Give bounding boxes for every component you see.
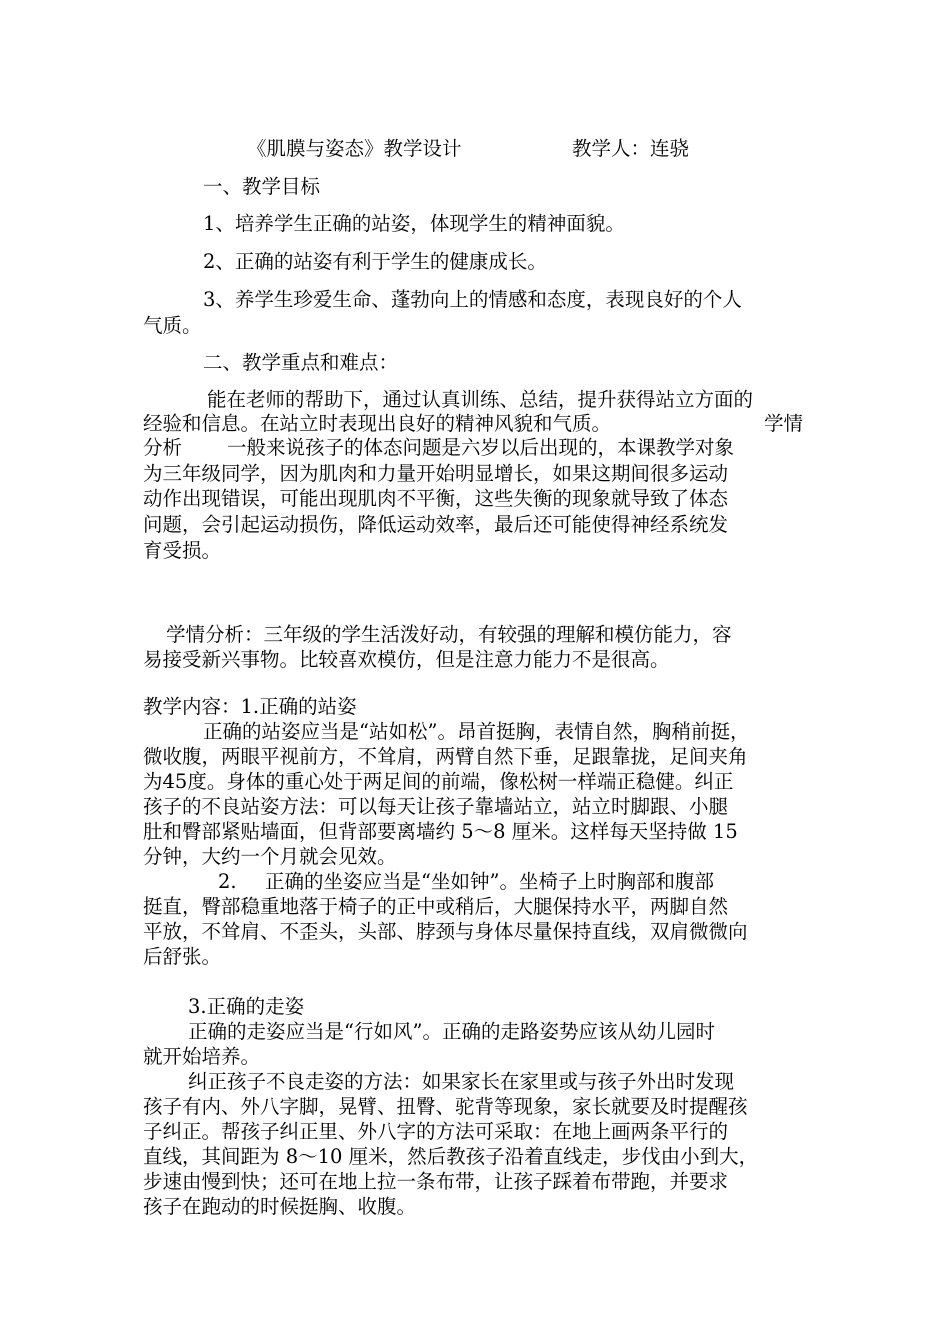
document-title: 《肌膜与姿态》教学设计: [247, 137, 462, 160]
sitting-line: 平放，不耸肩、不歪头，头部、脖颈与身体尽量保持直线，双肩微微向: [143, 920, 748, 943]
walking-fix-line: 步速由慢到快；还可在地上拉一条布带，让孩子踩着布带跑，并要求: [143, 1170, 729, 1193]
sitting-line: 后舒张。: [143, 945, 222, 968]
paragraph-line: 经验和信息。在站立时表现出良好的精神风貌和气质。: [143, 412, 612, 435]
sitting-line: 挺直，臀部稳重地落于椅子的正中或稍后，大腿保持水平，两脚自然: [143, 895, 729, 918]
standing-line: 微收腹，两眼平视前方，不耸肩，两臂自然下垂，足跟靠拢，足间夹角: [143, 745, 748, 768]
standing-line: 分钟，大约一个月就会见效。: [143, 845, 397, 868]
standing-line: 正确的站姿应当是“站如松”。昂首挺胸，表情自然，胸稍前挺，: [203, 720, 750, 743]
walking-fix-line: 孩子有内、外八字脚，晃臂、扭臀、驼背等现象，家长就要及时提醒孩: [143, 1095, 748, 1118]
section-heading-goals: 一、教学目标: [203, 175, 321, 198]
standing-line: 孩子的不良站姿方法：可以每天让孩子靠墙站立，站立时脚跟、小腿: [143, 795, 729, 818]
walking-fix-line: 孩子在跑动的时候挺胸、收腹。: [143, 1195, 417, 1218]
walking-fix-line: 子纠正。帮孩子纠正里、外八字的方法可采取：在地上画两条平行的: [143, 1120, 729, 1143]
goal-2: 2、正确的站姿有利于学生的健康成长。: [203, 250, 547, 273]
teacher-name: 教学人：连骁: [572, 137, 690, 160]
content-heading: 教学内容：1.正确的站姿: [143, 695, 357, 718]
analysis-line: 学情分析：三年级的学生活泼好动，有较强的理解和模仿能力，容: [166, 623, 732, 646]
paragraph-line: 问题，会引起运动损伤，降低运动效率，最后还可能使得神经系统发: [143, 513, 729, 536]
paragraph-line: 能在老师的帮助下，通过认真训练、总结，提升获得站立方面的: [207, 388, 754, 411]
sitting-line: 正确的坐姿应当是“坐如钟”。坐椅子上时胸部和腹部: [265, 870, 714, 893]
standing-line: 为45度。身体的重心处于两足间的前端，像松树一样端正稳健。纠正: [143, 770, 734, 793]
walking-heading: 3.正确的走姿: [188, 995, 305, 1018]
paragraph-line: 育受损。: [143, 539, 222, 562]
standing-line: 肚和臀部紧贴墙面，但背部要离墙约 5～8 厘米。这样每天坚持做 15: [143, 820, 738, 843]
paragraph-line: 学情: [764, 412, 804, 435]
paragraph-line: 一般来说孩子的体态问题是六岁以后出现的，本课教学对象: [227, 436, 735, 459]
goal-3-line-1: 3、养学生珍爱生命、蓬勃向上的情感和态度，表现良好的个人: [203, 288, 742, 311]
walking-line: 正确的走姿应当是“行如风”。正确的走路姿势应该从幼儿园时: [188, 1020, 715, 1043]
sitting-number: 2.: [218, 870, 237, 893]
paragraph-line: 为三年级同学，因为肌肉和力量开始明显增长，如果这期间很多运动: [143, 462, 729, 485]
goal-3-line-2: 气质。: [143, 314, 202, 337]
section-heading-key-points: 二、教学重点和难点：: [203, 351, 399, 374]
paragraph-line: 动作出现错误，可能出现肌肉不平衡，这些失衡的现象就导致了体态: [143, 487, 729, 510]
goal-1: 1、培养学生正确的站姿，体现学生的精神面貌。: [203, 212, 625, 235]
walking-fix-line: 纠正孩子不良走姿的方法：如果家长在家里或与孩子外出时发现: [188, 1070, 735, 1093]
analysis-line: 易接受新兴事物。比较喜欢模仿，但是注意力能力不是很高。: [143, 648, 670, 671]
paragraph-line: 分析: [143, 436, 183, 459]
walking-fix-line: 直线，其间距为 8～10 厘米，然后教孩子沿着直线走，步伐由小到大，: [143, 1145, 759, 1168]
walking-line: 就开始培养。: [143, 1045, 261, 1068]
